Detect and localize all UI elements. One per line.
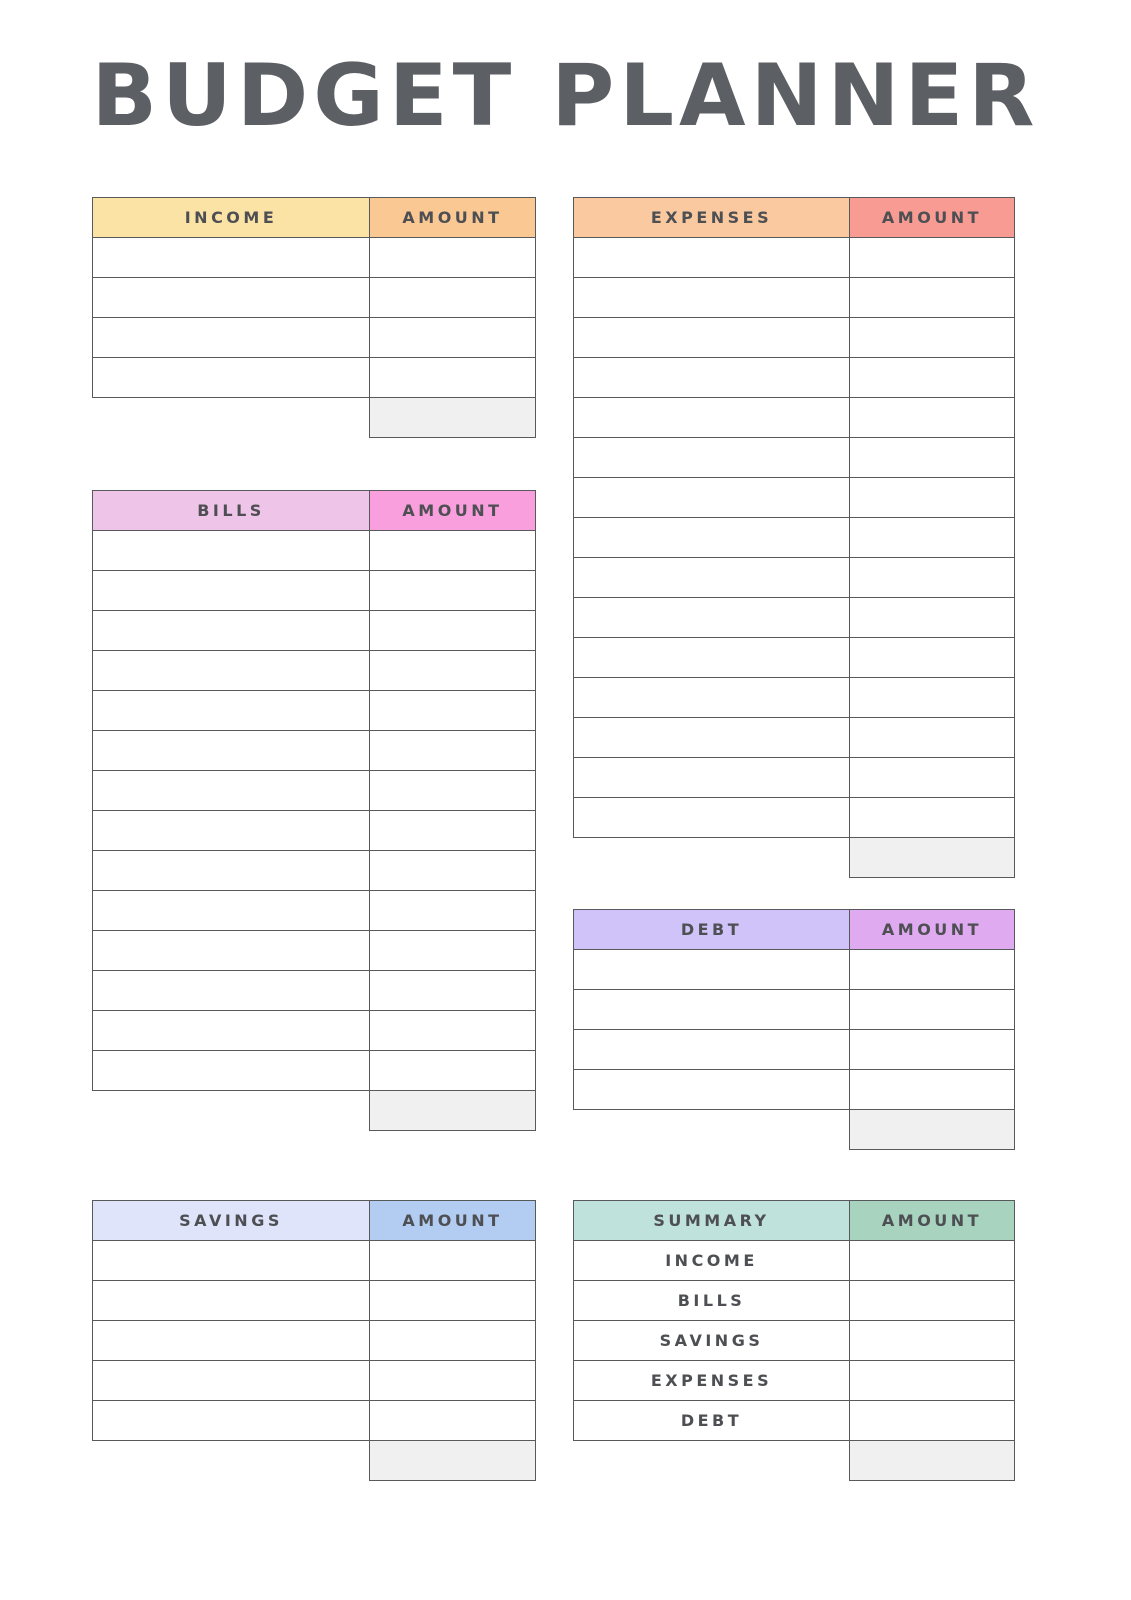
table-row (93, 1051, 536, 1091)
table-row (93, 278, 536, 318)
table-row (574, 678, 1015, 718)
cell-savings-name-4[interactable] (93, 1401, 370, 1441)
table-row (93, 318, 536, 358)
total-amount-summary[interactable] (850, 1441, 1015, 1481)
header-debt-amount: AMOUNT (850, 910, 1015, 950)
header-bills-amount: AMOUNT (370, 491, 536, 531)
table-row (574, 718, 1015, 758)
cell-summary-amount-3[interactable] (850, 1361, 1015, 1401)
cell-bills-amount-8[interactable] (370, 851, 536, 891)
cell-expenses-name-13[interactable] (574, 758, 850, 798)
row-label-summary-3: EXPENSES (574, 1361, 850, 1401)
cell-expenses-name-1[interactable] (574, 278, 850, 318)
cell-expenses-name-8[interactable] (574, 558, 850, 598)
row-label-summary-0: INCOME (574, 1241, 850, 1281)
cell-expenses-name-14[interactable] (574, 798, 850, 838)
table-debt (573, 909, 1015, 1150)
table-row (574, 598, 1015, 638)
cell-bills-amount-10[interactable] (370, 931, 536, 971)
cell-expenses-amount-10[interactable] (850, 638, 1015, 678)
cell-expenses-amount-6[interactable] (850, 478, 1015, 518)
row-label-summary-4: DEBT (574, 1401, 850, 1441)
table-row (93, 1361, 536, 1401)
cell-bills-amount-4[interactable] (370, 691, 536, 731)
cell-expenses-name-9[interactable] (574, 598, 850, 638)
header-bills-title: BILLS (93, 491, 370, 531)
cell-expenses-amount-14[interactable] (850, 798, 1015, 838)
total-amount-bills[interactable] (370, 1091, 536, 1131)
table-row (574, 318, 1015, 358)
cell-savings-amount-2[interactable] (370, 1321, 536, 1361)
cell-debt-name-3[interactable] (574, 1070, 850, 1110)
cell-income-name-1[interactable] (93, 278, 370, 318)
table-row (93, 1011, 536, 1051)
total-amount-expenses[interactable] (850, 838, 1015, 878)
cell-bills-amount-7[interactable] (370, 811, 536, 851)
cell-debt-name-0[interactable] (574, 950, 850, 990)
table-row (574, 758, 1015, 798)
table-row (574, 1321, 1015, 1361)
table-header-row (93, 1201, 536, 1241)
table-row (93, 971, 536, 1011)
total-spacer-savings (93, 1441, 370, 1481)
total-amount-savings[interactable] (370, 1441, 536, 1481)
cell-bills-name-11[interactable] (93, 971, 370, 1011)
total-amount-income[interactable] (370, 398, 536, 438)
cell-expenses-amount-7[interactable] (850, 518, 1015, 558)
cell-expenses-amount-11[interactable] (850, 678, 1015, 718)
cell-bills-name-2[interactable] (93, 611, 370, 651)
table-income (92, 197, 536, 438)
cell-expenses-amount-9[interactable] (850, 598, 1015, 638)
table-row (93, 358, 536, 398)
cell-expenses-name-12[interactable] (574, 718, 850, 758)
total-spacer-summary (574, 1441, 850, 1481)
cell-summary-amount-1[interactable] (850, 1281, 1015, 1321)
header-income-title: INCOME (93, 198, 370, 238)
cell-expenses-name-7[interactable] (574, 518, 850, 558)
cell-bills-amount-9[interactable] (370, 891, 536, 931)
row-label-summary-2: SAVINGS (574, 1321, 850, 1361)
table-bills (92, 490, 536, 1131)
row-label-summary-1: BILLS (574, 1281, 850, 1321)
cell-expenses-amount-12[interactable] (850, 718, 1015, 758)
table-savings (92, 1200, 536, 1481)
cell-savings-amount-0[interactable] (370, 1241, 536, 1281)
table-header-row (574, 198, 1015, 238)
cell-summary-amount-2[interactable] (850, 1321, 1015, 1361)
cell-bills-amount-13[interactable] (370, 1051, 536, 1091)
cell-savings-amount-4[interactable] (370, 1401, 536, 1441)
cell-income-amount-3[interactable] (370, 358, 536, 398)
table-row (93, 771, 536, 811)
total-row (574, 1441, 1015, 1481)
cell-bills-name-13[interactable] (93, 1051, 370, 1091)
cell-expenses-amount-13[interactable] (850, 758, 1015, 798)
cell-bills-name-4[interactable] (93, 691, 370, 731)
table-summary (573, 1200, 1015, 1481)
table-row (574, 1361, 1015, 1401)
cell-expenses-name-0[interactable] (574, 238, 850, 278)
cell-expenses-name-2[interactable] (574, 318, 850, 358)
cell-bills-amount-11[interactable] (370, 971, 536, 1011)
table-row (574, 438, 1015, 478)
cell-expenses-name-10[interactable] (574, 638, 850, 678)
total-spacer-bills (93, 1091, 370, 1131)
table-row (93, 1321, 536, 1361)
table-row (93, 531, 536, 571)
header-savings-title: SAVINGS (93, 1201, 370, 1241)
table-row (93, 851, 536, 891)
cell-expenses-amount-1[interactable] (850, 278, 1015, 318)
header-summary-title: SUMMARY (574, 1201, 850, 1241)
cell-expenses-amount-8[interactable] (850, 558, 1015, 598)
cell-summary-amount-0[interactable] (850, 1241, 1015, 1281)
total-amount-debt[interactable] (850, 1110, 1015, 1150)
cell-debt-amount-3[interactable] (850, 1070, 1015, 1110)
table-row (574, 950, 1015, 990)
cell-debt-name-2[interactable] (574, 1030, 850, 1070)
table-row (93, 891, 536, 931)
cell-bills-name-6[interactable] (93, 771, 370, 811)
cell-bills-name-12[interactable] (93, 1011, 370, 1051)
table-row (574, 358, 1015, 398)
table-row (93, 731, 536, 771)
cell-bills-name-1[interactable] (93, 571, 370, 611)
table-header-row (93, 491, 536, 531)
cell-expenses-name-5[interactable] (574, 438, 850, 478)
cell-bills-name-3[interactable] (93, 651, 370, 691)
cell-summary-amount-4[interactable] (850, 1401, 1015, 1441)
cell-income-amount-0[interactable] (370, 238, 536, 278)
table-row (574, 558, 1015, 598)
cell-bills-name-8[interactable] (93, 851, 370, 891)
cell-expenses-amount-5[interactable] (850, 438, 1015, 478)
cell-bills-name-0[interactable] (93, 531, 370, 571)
table-row (574, 990, 1015, 1030)
total-row (93, 398, 536, 438)
cell-debt-name-1[interactable] (574, 990, 850, 1030)
total-spacer-expenses (574, 838, 850, 878)
table-row (93, 611, 536, 651)
header-expenses-title: EXPENSES (574, 198, 850, 238)
table-row (574, 1030, 1015, 1070)
table-row (574, 238, 1015, 278)
cell-bills-name-7[interactable] (93, 811, 370, 851)
table-header-row (93, 198, 536, 238)
total-row (574, 838, 1015, 878)
cell-expenses-amount-4[interactable] (850, 398, 1015, 438)
cell-bills-amount-12[interactable] (370, 1011, 536, 1051)
table-header-row (574, 1201, 1015, 1241)
cell-savings-amount-3[interactable] (370, 1361, 536, 1401)
cell-income-name-0[interactable] (93, 238, 370, 278)
total-row (574, 1110, 1015, 1150)
cell-income-name-2[interactable] (93, 318, 370, 358)
cell-income-amount-2[interactable] (370, 318, 536, 358)
table-row (574, 478, 1015, 518)
table-row (574, 1281, 1015, 1321)
cell-bills-amount-2[interactable] (370, 611, 536, 651)
total-row (93, 1441, 536, 1481)
header-income-amount: AMOUNT (370, 198, 536, 238)
header-savings-amount: AMOUNT (370, 1201, 536, 1241)
cell-expenses-name-6[interactable] (574, 478, 850, 518)
table-row (93, 811, 536, 851)
cell-savings-name-3[interactable] (93, 1361, 370, 1401)
cell-savings-name-0[interactable] (93, 1241, 370, 1281)
table-row (574, 638, 1015, 678)
total-row (93, 1091, 536, 1131)
table-row (574, 1401, 1015, 1441)
cell-expenses-amount-2[interactable] (850, 318, 1015, 358)
table-row (574, 1070, 1015, 1110)
table-row (574, 518, 1015, 558)
table-row (574, 278, 1015, 318)
cell-expenses-name-4[interactable] (574, 398, 850, 438)
header-summary-amount: AMOUNT (850, 1201, 1015, 1241)
cell-expenses-amount-0[interactable] (850, 238, 1015, 278)
table-row (93, 1241, 536, 1281)
cell-savings-name-2[interactable] (93, 1321, 370, 1361)
table-row (93, 931, 536, 971)
cell-expenses-name-3[interactable] (574, 358, 850, 398)
table-row (574, 798, 1015, 838)
table-row (93, 571, 536, 611)
cell-savings-name-1[interactable] (93, 1281, 370, 1321)
table-row (574, 1241, 1015, 1281)
cell-bills-amount-3[interactable] (370, 651, 536, 691)
table-expenses (573, 197, 1015, 878)
cell-income-amount-1[interactable] (370, 278, 536, 318)
cell-expenses-name-11[interactable] (574, 678, 850, 718)
cell-bills-name-10[interactable] (93, 931, 370, 971)
cell-debt-amount-1[interactable] (850, 990, 1015, 1030)
table-row (93, 1401, 536, 1441)
cell-income-name-3[interactable] (93, 358, 370, 398)
cell-debt-amount-2[interactable] (850, 1030, 1015, 1070)
table-row (93, 691, 536, 731)
cell-bills-name-9[interactable] (93, 891, 370, 931)
cell-bills-name-5[interactable] (93, 731, 370, 771)
table-row (574, 398, 1015, 438)
cell-bills-amount-1[interactable] (370, 571, 536, 611)
cell-bills-amount-6[interactable] (370, 771, 536, 811)
table-header-row (574, 910, 1015, 950)
table-row (93, 238, 536, 278)
header-expenses-amount: AMOUNT (850, 198, 1015, 238)
header-debt-title: DEBT (574, 910, 850, 950)
table-row (93, 1281, 536, 1321)
total-spacer-debt (574, 1110, 850, 1150)
page-title: BUDGET PLANNER (91, 46, 1040, 146)
cell-bills-amount-0[interactable] (370, 531, 536, 571)
cell-bills-amount-5[interactable] (370, 731, 536, 771)
cell-debt-amount-0[interactable] (850, 950, 1015, 990)
total-spacer-income (93, 398, 370, 438)
cell-expenses-amount-3[interactable] (850, 358, 1015, 398)
table-row (93, 651, 536, 691)
cell-savings-amount-1[interactable] (370, 1281, 536, 1321)
